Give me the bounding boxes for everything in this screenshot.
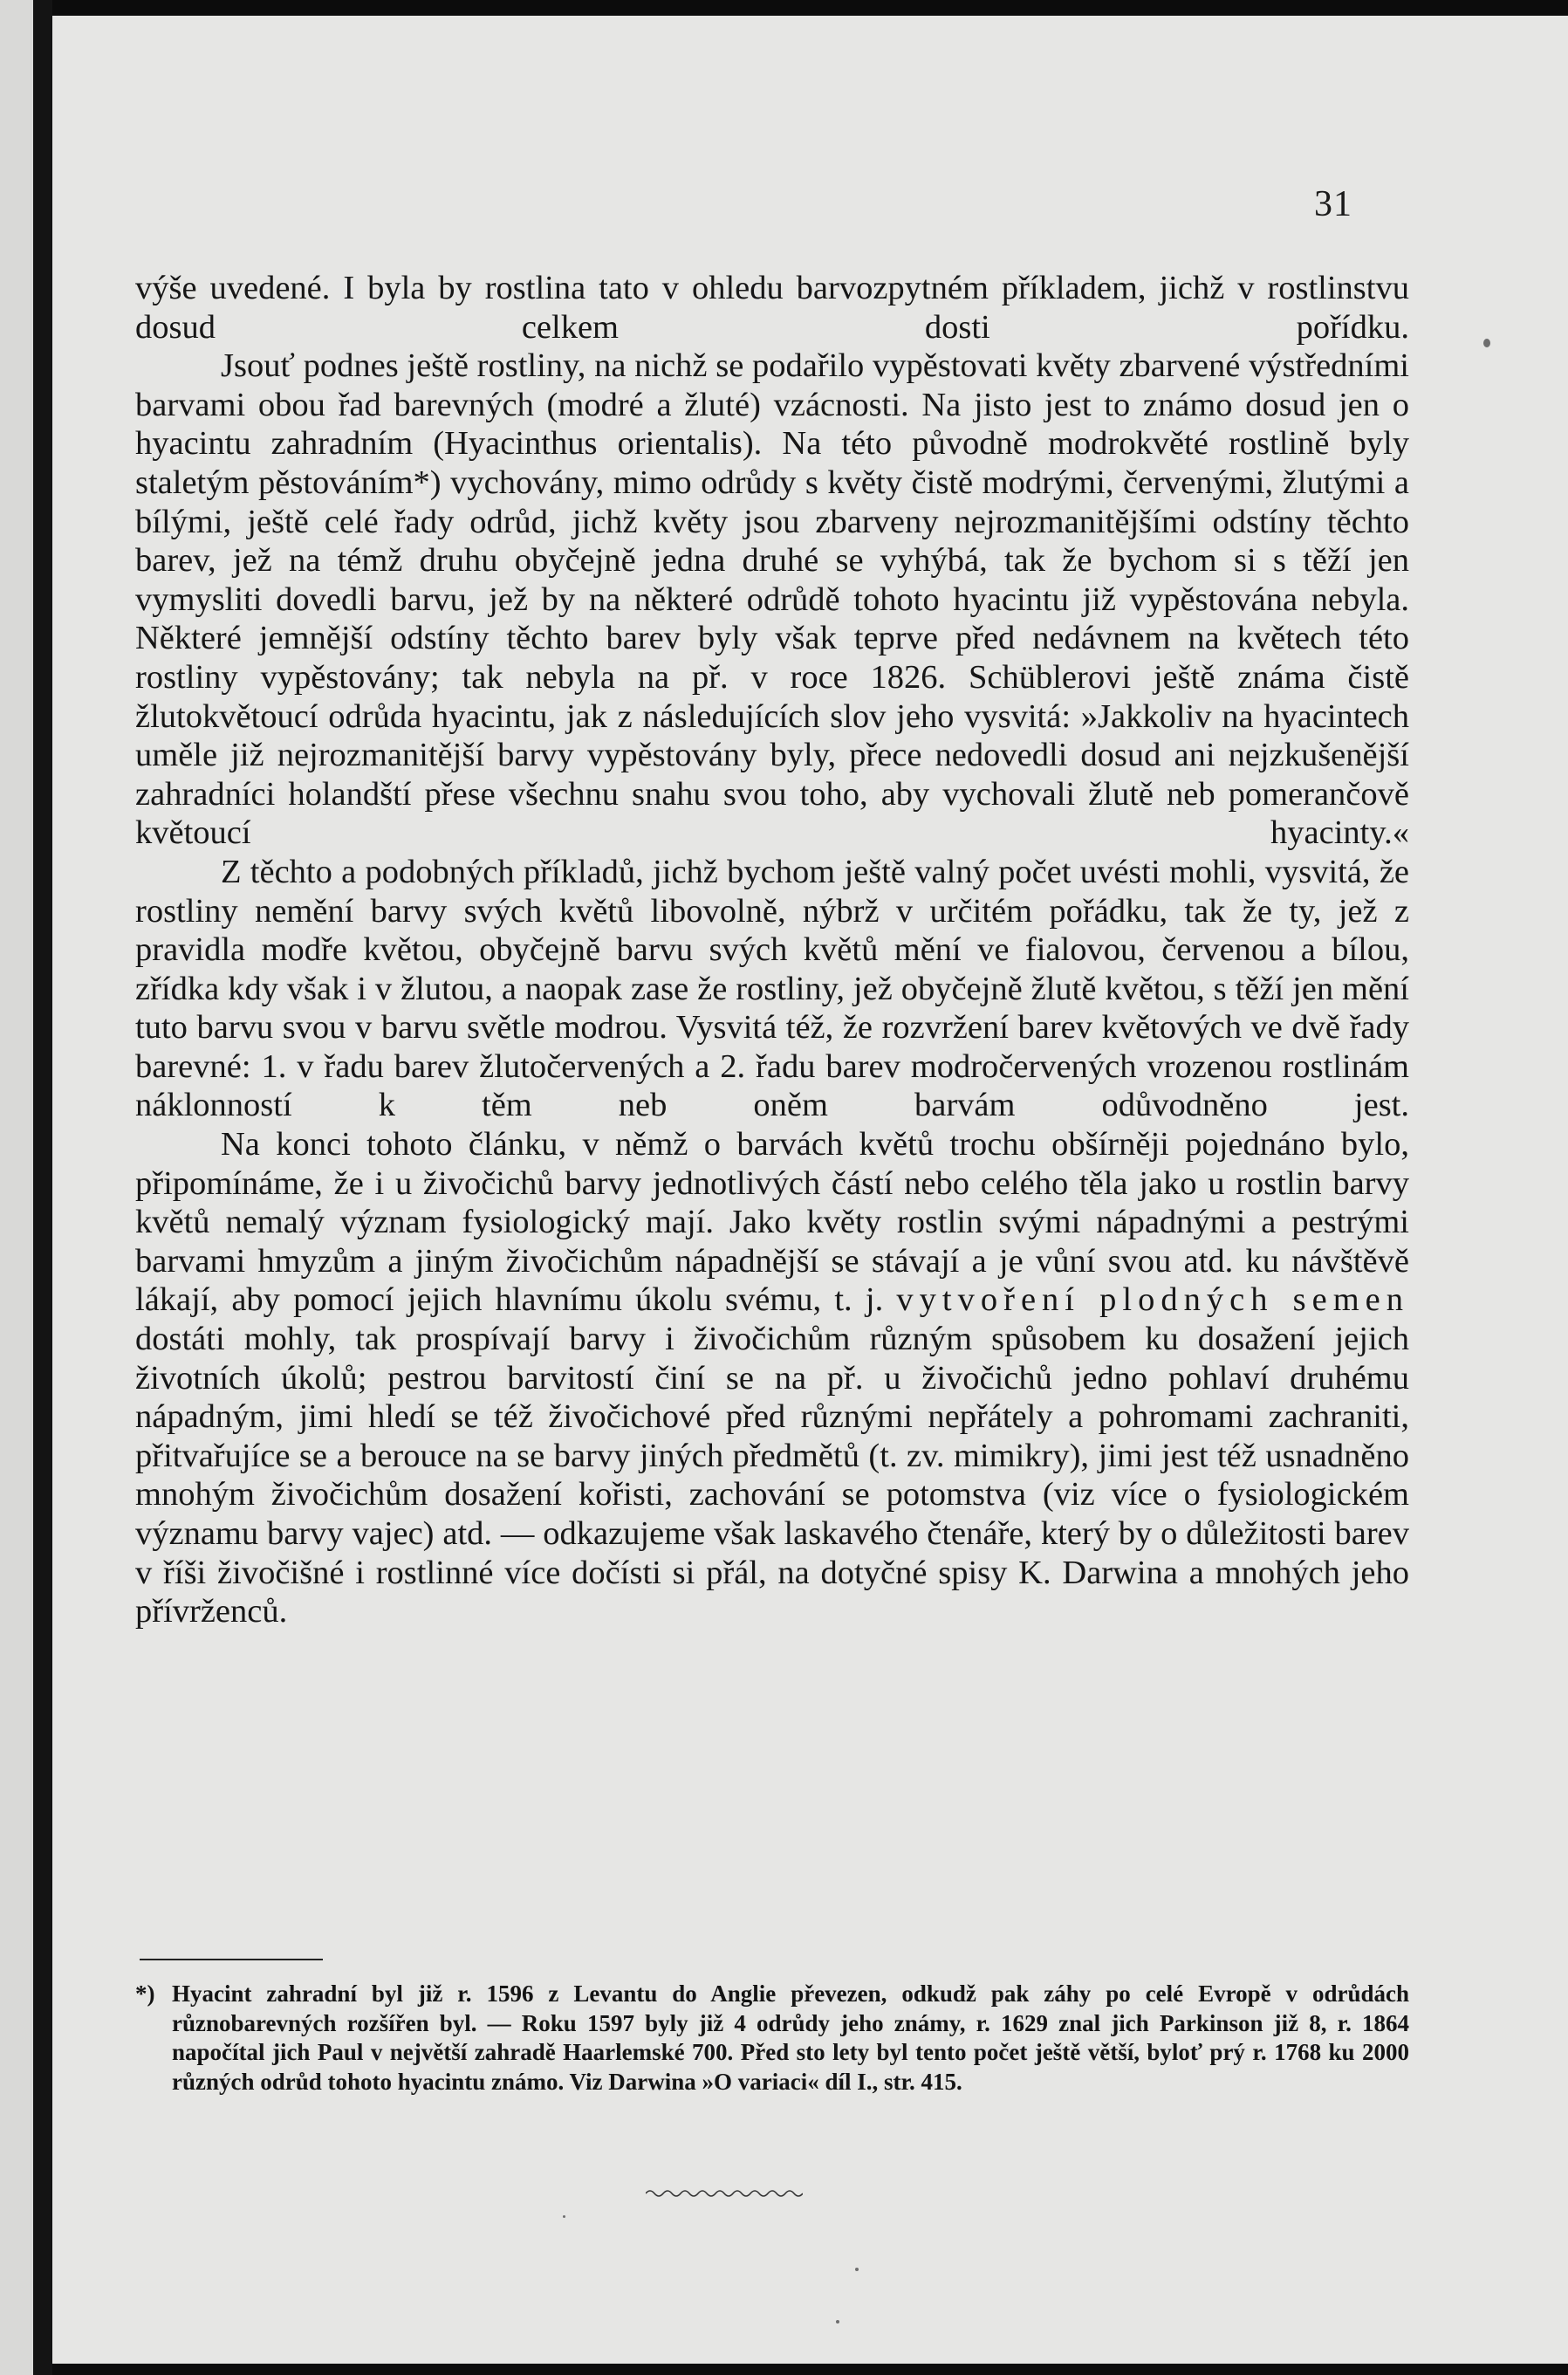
footnote-marker: *): [135, 1980, 155, 2007]
footnote-text: Hyacint zahradní byl již r. 1596 z Levantu do Anglie převezen, odkudž pak záhy po celé Evropě v odrůdách různobarevných rozšířen byl. — Roku 1597 byly již 4 odrůdy jeho známy, r. 1629 znal jich Parkinson již 8, r. 1864 napočítal jich Paul v největší zahradě Haarlemské 700. Před sto lety byl tento počet ještě větší, byloť prý r. 1768 ku 2000 různých odrůd tohoto hyacintu známo. Viz Darwina »O variaci« díl I., str. 415.: [172, 1980, 1409, 2095]
book-page: [52, 16, 1568, 2364]
paragraph-3: Z těchto a podobných příkladů, jichž bychom ještě valný počet uvésti mohli, vysvitá, že rostliny nemění barvy svých květů libovolně, nýbrž v určitém pořádku, tak že ty, jež z pravidla modře květou, obyčejně barvu svých květů mění ve fialovou, červenou a bílou, zřídka kdy však i v žlutou, a naopak zase že rostliny, jež obyčejně žlutě květou, s těží jen mění tuto barvu svou v barvu světle modrou. Vysvitá též, že rozvržení barev květových ve dvě řady barevné: 1. v řadu barev žlutočervených a 2. řadu barev modročervených vrozenou rostlinám náklonností k těm neb oněm barvám odůvodněno jest.: [135, 853, 1409, 1124]
paragraph-4: [135, 1125, 1409, 1631]
spaced-emphasis: vytvoření plodných semen: [896, 1281, 1410, 1319]
page-number: 31: [1314, 184, 1352, 224]
print-speck: [1483, 339, 1490, 347]
paragraph-1: výše uvedené. I byla by rostlina tato v ohledu barvozpytném příkladem, jichž v rostlinstvu dosud celkem dosti pořídku.: [135, 270, 1409, 346]
book-gutter: [0, 0, 52, 2375]
footnote: [135, 1980, 1409, 2097]
paragraph-4-start: Na konci tohoto článku, v němž o barvách květů trochu obšírněji pojednáno bylo, připomínáme, že i u živočichů barvy jednotlivých částí nebo celého těla jako u rostlin barvy květů nemalý význam fysiologický mají. Jako květy rostlin svými nápadnými a pestrými barvami hmyzům a jiným živočichům nápadnější se stávají a je vůní svou atd. ku návštěvě lákají, aby pomocí jejich hlavnímu úkolu svému, t. j.: [135, 1126, 1409, 1319]
footnote-separator: [140, 1959, 323, 1960]
print-speck: [563, 2215, 565, 2218]
main-text: [135, 269, 1409, 1631]
decorative-wave-ornament: [646, 2187, 803, 2200]
paragraph-4-end: dostáti mohly, tak prospívají barvy i živočichům různým spůsobem ku dosažení jejich životních úkolů; pestrou barvitostí činí se na př. u živočichů jedno pohlaví druhému nápadným, jimi hledí se též živočichové před různými nepřátely a pohromami zachraniti, přitvařujíce se a berouce na se barvy jiných předmětů (t. zv. mimikry), jimi jest též usnadněno mnohým živočichům dosažení kořisti, zachování se potomstva (viz více o fysiologickém významu barvy vajec) atd. — odkazujeme však laskavého čtenáře, který by o důležitosti barev v říši živočišné i rostlinné více dočísti si přál, na dotyčné spisy K. Darwina a mnohých jeho přívrženců.: [135, 1321, 1409, 1630]
print-speck: [836, 2320, 839, 2324]
paragraph-2: Jsouť podnes ještě rostliny, na nichž se podařilo vypěstovati květy zbarvené výstředními barvami obou řad barevných (modré a žluté) vzácnosti. Na jisto jest to známo dosud jen o hyacintu zahradním (Hyacinthus orientalis). Na této původně modrokvěté rostlině byly staletým pěstováním*) vychovány, mimo odrůdy s květy čistě modrými, červenými, žlutými a bílými, ještě celé řady odrůd, jichž květy jsou zbarveny nejrozmanitějšími odstíny těchto barev, jež na témž druhu obyčejně jedna druhé se vyhýbá, tak že bychom si s těží jen vymysliti dovedli barvu, jež by na některé odrůdě tohoto hyacintu již vypěstována nebyla. Některé jemnější odstíny těchto barev byly však teprve před nedávnem na květech této rostliny vypěstovány; tak nebyla na př. v roce 1826. Schüblerovi ještě známa čistě žlutokvětoucí odrůda hyacintu, jak z následujících slov jeho vysvitá: »Jakkoliv na hyacintech uměle již nejrozmanitější barvy vypěstovány byly, přece nedovedli dosud ani nejzkušenější zahradníci holandští přese všechnu snahu svou toho, aby vychovali žlutě neb pomerančově květoucí hyacinty.«: [135, 347, 1409, 852]
print-speck: [855, 2268, 859, 2271]
